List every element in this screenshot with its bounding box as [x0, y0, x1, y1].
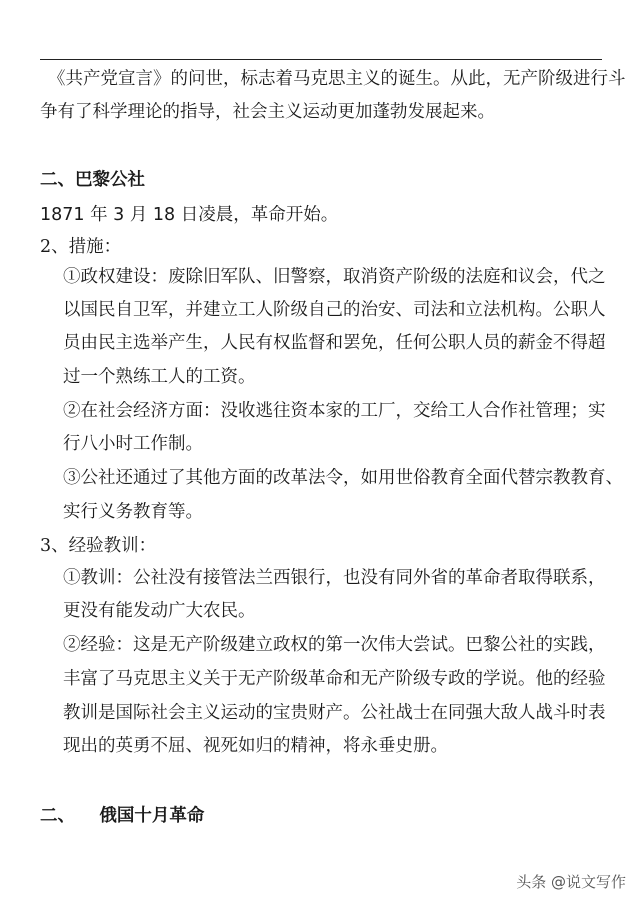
measure-1-line-2: 以国民自卫军，并建立工人阶级自己的治安、司法和立法机构。公职人: [63, 300, 606, 320]
measure-2-line-1: ②在社会经济方面：没收逃往资本家的工厂，交给工人合作社管理；实: [63, 401, 606, 421]
heading-october-revolution: 二、 俄国十月革命: [40, 806, 205, 826]
lesson-2-line-1: ②经验：这是无产阶级建立政权的第一次伟大尝试。巴黎公社的实践，: [63, 635, 606, 655]
measure-1-line-4: 过一个熟练工人的工资。: [63, 367, 256, 387]
date-line: 1871 年 3 月 18 日凌晨，革命开始。: [40, 205, 339, 225]
top-rule: [40, 59, 602, 60]
lesson-2-line-3: 教训是国际社会主义运动的宝贵财产。公社战士在同强大敌人战斗时表: [63, 703, 606, 723]
measure-2-line-2: 行八小时工作制。: [63, 434, 203, 454]
measure-1-line-1: ①政权建设：废除旧军队、旧警察，取消资产阶级的法庭和议会，代之: [63, 267, 606, 287]
lesson-1-line-1: ①教训：公社没有接管法兰西银行，也没有同外省的革命者取得联系，: [63, 568, 606, 588]
measure-3-line-1: ③公社还通过了其他方面的改革法令，如用世俗教育全面代替宗教教育、: [63, 468, 623, 488]
watermark: 头条 @说文写作: [516, 873, 626, 891]
lesson-2-line-2: 丰富了马克思主义关于无产阶级革命和无产阶级专政的学说。他的经验: [63, 669, 606, 689]
lessons-label: 3、经验教训：: [40, 536, 157, 556]
measure-1-line-3: 员由民主选举产生，人民有权监督和罢免，任何公职人员的薪金不得超: [63, 333, 606, 353]
intro-line-1: 《共产党宣言》的问世，标志着马克思主义的诞生。从此，无产阶级进行斗: [48, 69, 626, 89]
measures-label: 2、措施：: [40, 237, 122, 257]
heading-paris-commune: 二、巴黎公社: [40, 170, 145, 190]
lesson-2-line-4: 现出的英勇不屈、视死如归的精神，将永垂史册。: [63, 736, 448, 756]
intro-line-2: 争有了科学理论的指导，社会主义运动更加蓬勃发展起来。: [40, 102, 495, 122]
lesson-1-line-2: 更没有能发动广大农民。: [63, 601, 256, 621]
measure-3-line-2: 实行义务教育等。: [63, 502, 203, 522]
